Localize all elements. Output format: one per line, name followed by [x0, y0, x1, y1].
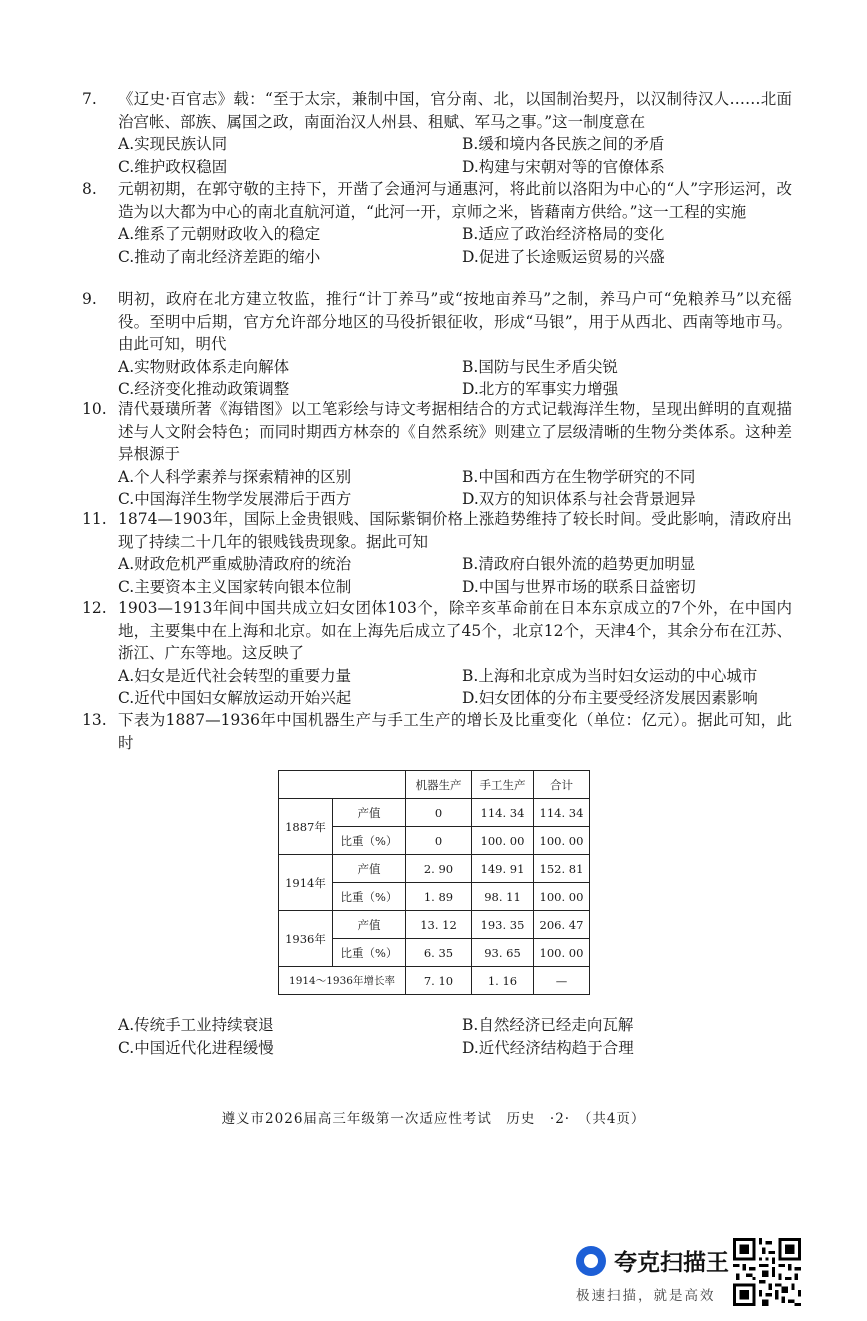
option-c: C.维护政权稳固	[118, 157, 228, 176]
table-cell: 98. 11	[472, 883, 534, 911]
question-9	[82, 288, 792, 401]
question-number: 12.	[82, 599, 107, 617]
row-label: 产值	[333, 911, 406, 939]
table-cell: 100. 00	[534, 883, 590, 911]
question-7	[82, 88, 792, 178]
question-number: 13.	[82, 711, 107, 729]
option-d: D.促进了长途贩运贸易的兴盛	[462, 247, 665, 266]
table-cell: 100. 00	[534, 939, 590, 967]
question-options	[118, 466, 792, 511]
option-a: A.维系了元朝财政收入的稳定	[118, 225, 321, 243]
option-b: B.缓和境内各民族之间的矛盾	[462, 135, 665, 153]
table-cell: 114. 34	[534, 799, 590, 827]
table-cell: 100. 00	[472, 827, 534, 855]
option-d: D.近代经济结构趋于合理	[462, 1038, 634, 1057]
question-stem: 1874—1903年，国际上金贵银贱、国际紫铜价格上涨趋势维持了较长时间。受此影响，清政府出现了持续二十几年的银贱钱贵现象。据此可知	[118, 510, 792, 551]
option-a: A.个人科学素养与探索精神的区别	[118, 467, 352, 486]
option-c: C.中国海洋生物学发展滞后于西方	[118, 490, 352, 508]
year-cell: 1936年	[279, 911, 333, 967]
table-cell: 149. 91	[472, 855, 534, 883]
option-a: A.传统手工业持续衰退	[118, 1016, 274, 1034]
table-header: 手工生产	[472, 771, 534, 799]
table-cell: 1. 16	[472, 967, 534, 995]
option-a: A.财政危机严重威胁清政府的统治	[118, 555, 352, 573]
question-13	[82, 709, 792, 754]
question-number: 10.	[82, 400, 107, 418]
year-cell: 1914年	[279, 855, 333, 911]
question-8	[82, 178, 792, 268]
row-label: 产值	[333, 855, 406, 883]
table-cell: 6. 35	[406, 939, 472, 967]
option-c: C.近代中国妇女解放运动开始兴起	[118, 689, 352, 707]
option-d: D.北方的军事实力增强	[462, 380, 619, 398]
table-cell: 100. 00	[534, 827, 590, 855]
question-number: 11.	[82, 510, 107, 528]
table-cell: 0	[406, 799, 472, 827]
option-d: D.中国与世界市场的联系日益密切	[462, 577, 696, 596]
option-a: A.实现民族认同	[118, 135, 228, 153]
table-cell: 7. 10	[406, 967, 472, 995]
option-a: A.实物财政体系走向解体	[118, 357, 290, 376]
option-a: A.妇女是近代社会转型的重要力量	[118, 666, 352, 685]
question-options	[118, 1014, 792, 1059]
table-cell: 114. 34	[472, 799, 534, 827]
table-row	[279, 799, 590, 827]
option-d: D.妇女团体的分布主要受经济发展因素影响	[462, 689, 758, 707]
question-number: 8.	[82, 180, 97, 198]
production-table	[278, 770, 590, 995]
table-cell: 193. 35	[472, 911, 534, 939]
question-12	[82, 597, 792, 710]
table-cell: —	[534, 967, 590, 995]
growth-label: 1914～1936年增长率	[279, 967, 406, 995]
option-d: D.构建与宋朝对等的官僚体系	[462, 157, 665, 176]
question-11	[82, 508, 792, 598]
question-options	[118, 133, 792, 178]
page-footer: 遵义市2026届高三年级第一次适应性考试 历史 ·2· （共4页）	[221, 1111, 646, 1127]
question-13-options	[82, 1014, 792, 1059]
question-stem: 下表为1887—1936年中国机器生产与手工生产的增长及比重变化（单位：亿元）。据此可知，此时	[118, 711, 792, 752]
table-row	[279, 911, 590, 939]
table-header: 机器生产	[406, 771, 472, 799]
row-label: 比重（%）	[333, 827, 406, 855]
question-options	[118, 553, 792, 598]
table-cell: 13. 12	[406, 911, 472, 939]
table-cell: 1. 89	[406, 883, 472, 911]
qr-code-icon	[733, 1238, 801, 1306]
option-b: B.自然经济已经走向瓦解	[462, 1016, 634, 1034]
option-c: C.中国近代化进程缓慢	[118, 1038, 274, 1057]
table-row	[279, 855, 590, 883]
option-c: C.经济变化推动政策调整	[118, 380, 290, 398]
year-cell: 1887年	[279, 799, 333, 855]
question-stem: 明初，政府在北方建立牧监，推行“计丁养马”或“按地亩养马”之制，养马户可“免粮养马”以充徭役。至明中后期，官方允许部分地区的马役折银征收，形成“马银”，用于从西北、西南等地市马。由此可知，明代	[118, 290, 792, 353]
table-cell: 0	[406, 827, 472, 855]
scanner-brand	[576, 1240, 746, 1304]
option-c: C.主要资本主义国家转向银本位制	[118, 577, 352, 596]
row-label: 产值	[333, 799, 406, 827]
question-number: 9.	[82, 290, 97, 308]
brand-name: 夸克扫描王	[614, 1250, 729, 1276]
option-b: B.适应了政治经济格局的变化	[462, 225, 665, 243]
question-stem: 元朝初期，在郭守敬的主持下，开凿了会通河与通惠河，将此前以洛阳为中心的“人”字形运河，改造为以大都为中心的南北直航河道，“此河一开，京师之米，皆藉南方供给。”这一工程的实施	[118, 180, 792, 221]
quark-logo-icon	[576, 1246, 606, 1276]
brand-slogan: 极速扫描，就是高效	[576, 1288, 716, 1304]
table-cell: 206. 47	[534, 911, 590, 939]
option-b: B.上海和北京成为当时妇女运动的中心城市	[462, 666, 758, 685]
option-c: C.推动了南北经济差距的缩小	[118, 247, 321, 266]
row-label: 比重（%）	[333, 883, 406, 911]
table-corner-cell	[279, 771, 406, 799]
question-number: 7.	[82, 90, 97, 108]
option-b: B.国防与民生矛盾尖锐	[462, 357, 618, 376]
question-stem: 1903—1913年间中国共成立妇女团体103个，除辛亥革命前在日本东京成立的7个外，在中国内地，主要集中在上海和北京。如在上海先后成立了45个，北京12个，天津4个，其余分布在江苏、浙江、广东等地。这反映了	[118, 599, 792, 662]
table-cell: 2. 90	[406, 855, 472, 883]
table-header: 合计	[534, 771, 590, 799]
table-header-row	[279, 771, 590, 799]
option-d: D.双方的知识体系与社会背景迥异	[462, 490, 696, 508]
question-options	[118, 665, 792, 710]
table-cell: 152. 81	[534, 855, 590, 883]
question-10	[82, 398, 792, 511]
question-stem: 《辽史·百官志》载：“至于太宗，兼制中国，官分南、北，以国制治契丹，以汉制待汉人……北面治宫帐、部族、属国之政，南面治汉人州县、租赋、军马之事。”这一制度意在	[118, 90, 792, 131]
option-b: B.中国和西方在生物学研究的不同	[462, 467, 696, 486]
question-stem: 清代聂璜所著《海错图》以工笔彩绘与诗文考据相结合的方式记载海洋生物，呈现出鲜明的直观描述与人文附会特色；而同时期西方林奈的《自然系统》则建立了层级清晰的生物分类体系。这种差异根源于	[118, 400, 792, 463]
question-options	[118, 356, 792, 401]
row-label: 比重（%）	[333, 939, 406, 967]
question-options	[118, 223, 792, 268]
table-row-growth	[279, 967, 590, 995]
table-cell: 93. 65	[472, 939, 534, 967]
option-b: B.清政府白银外流的趋势更加明显	[462, 555, 696, 573]
